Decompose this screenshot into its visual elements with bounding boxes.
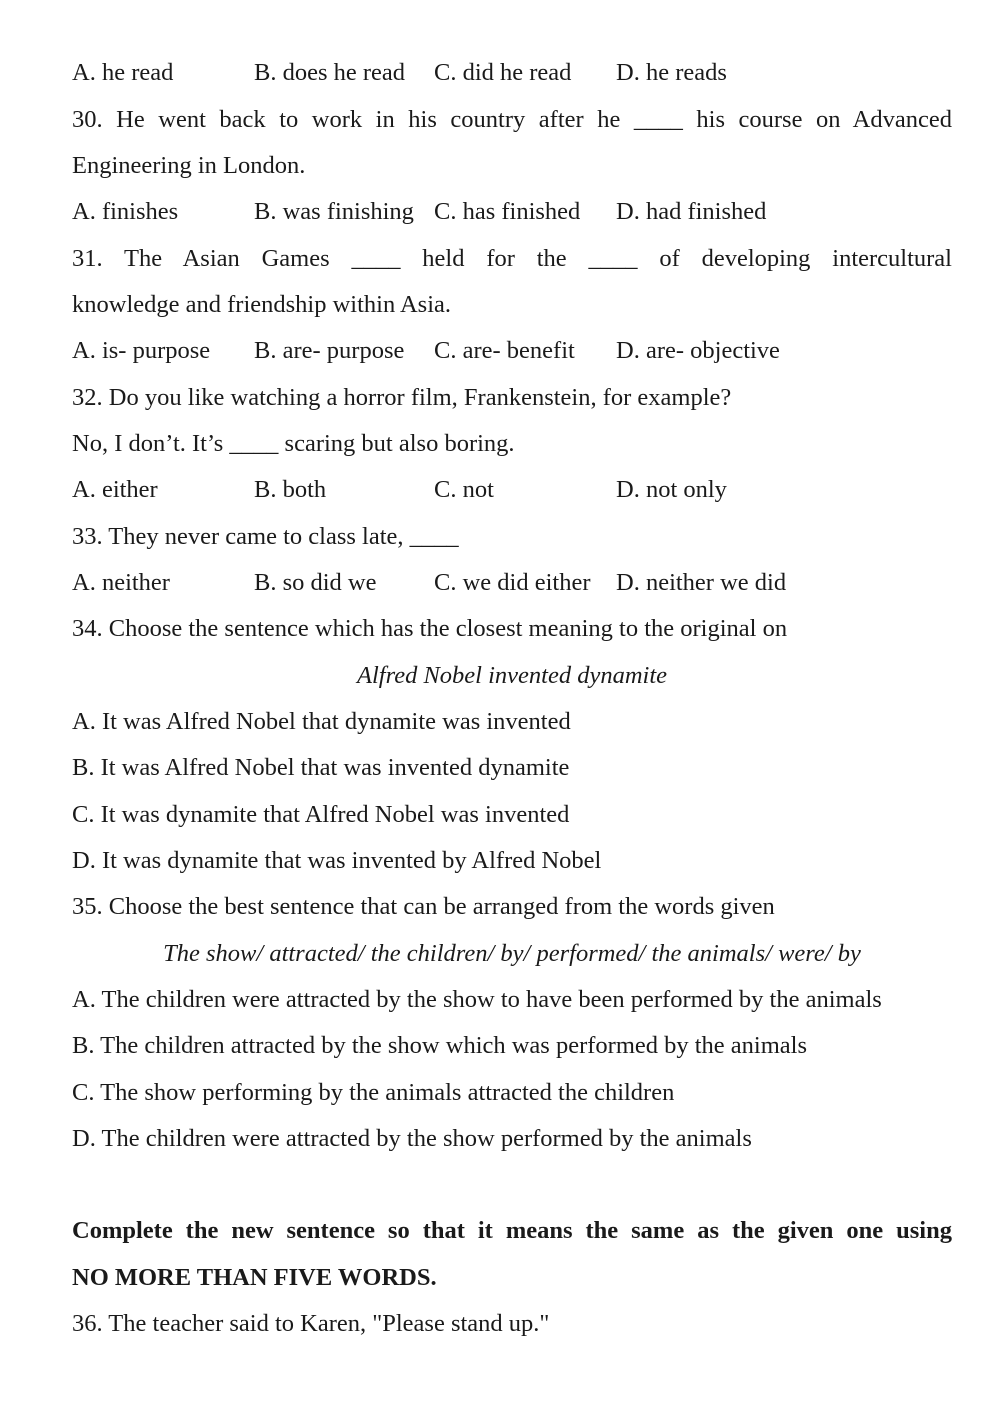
q30-question-line1: 30. He went back to work in his country after he ____ his course on Advanced [72,106,952,133]
q33-option-b: B. so did we [254,569,377,596]
q33-option-a: A. neither [72,569,170,596]
q31-question-line2: knowledge and friendship within Asia. [72,291,452,318]
q35-option-a: A. The children were attracted by the show to have been performed by the animals [72,986,882,1013]
q31-question-line1: 31. The Asian Games ____ held for the ____ of developing intercultural [72,245,952,272]
q29-option-a: A. he read [72,59,174,86]
q35-question-line1: 35. Choose the best sentence that can be arranged from the words given [72,893,775,920]
q32-option-b: B. both [254,476,327,503]
q36-question-line1: 36. The teacher said to Karen, "Please stand up." [72,1310,550,1337]
q32-question-line1: 32. Do you like watching a horror film, Frankenstein, for example? [72,384,732,411]
q35-option-d: D. The children were attracted by the show performed by the animals [72,1125,752,1152]
q29-option-d: D. he reads [616,59,727,86]
q32-question-line2: No, I don’t. It’s ____ scaring but also boring. [72,430,515,457]
section-instruction-line1: Complete the new sentence so that it means the same as the given one using [72,1217,952,1244]
q30-question-line2: Engineering in London. [72,152,306,179]
section-instruction-line2: NO MORE THAN FIVE WORDS. [72,1264,437,1291]
q34-option-c: C. It was dynamite that Alfred Nobel was invented [72,801,570,828]
q34-option-d: D. It was dynamite that was invented by Alfred Nobel [72,847,602,874]
q35-option-c: C. The show performing by the animals attracted the children [72,1079,675,1106]
q32-option-a: A. either [72,476,158,503]
q31-option-a: A. is- purpose [72,337,211,364]
q31-option-b: B. are- purpose [254,337,405,364]
q34-option-b: B. It was Alfred Nobel that was invented dynamite [72,754,570,781]
q29-option-b: B. does he read [254,59,406,86]
q31-option-d: D. are- objective [616,337,780,364]
q32-option-d: D. not only [616,476,727,503]
q30-options [72,197,952,227]
q32-option-c: C. not [434,476,494,503]
q30-option-a: A. finishes [72,198,179,225]
q34-question-line1: 34. Choose the sentence which has the closest meaning to the original on [72,615,788,642]
q30-option-c: C. has finished [434,198,581,225]
q33-question-line1: 33. They never came to class late, ____ [72,523,459,550]
q34-given-sentence: Alfred Nobel invented dynamite [356,662,668,689]
q35-option-b: B. The children attracted by the show which was performed by the animals [72,1032,808,1059]
q35-given-words: The show/ attracted/ the children/ by/ performed/ the animals/ were/ by [163,940,861,967]
q30-option-d: D. had finished [616,198,767,225]
q29-options [72,58,952,88]
q31-option-c: C. are- benefit [434,337,575,364]
q33-option-d: D. neither we did [616,569,787,596]
q33-options [72,568,952,598]
q34-option-a: A. It was Alfred Nobel that dynamite was invented [72,708,571,735]
q30-option-b: B. was finishing [254,198,414,225]
q29-option-c: C. did he read [434,59,572,86]
q33-option-c: C. we did either [434,569,591,596]
q31-options [72,336,952,366]
q32-options [72,475,952,505]
